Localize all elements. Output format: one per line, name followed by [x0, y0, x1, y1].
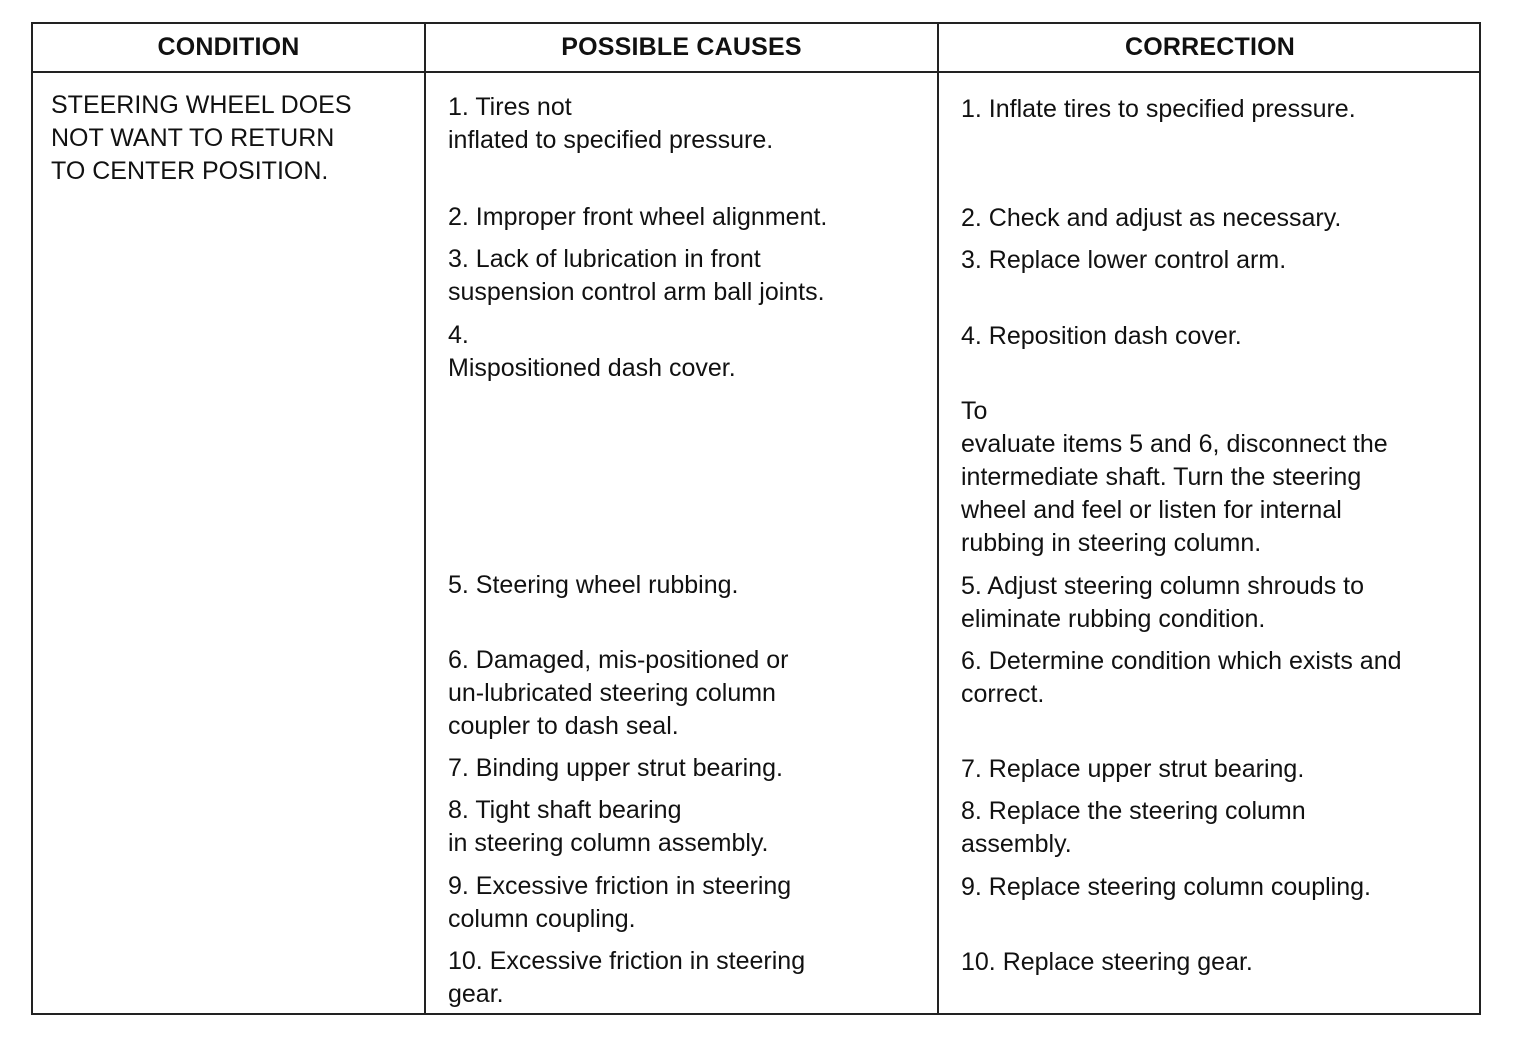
correction-item: 6. Determine condition which exists and correct.: [961, 647, 1402, 708]
cause-item: 1. Tires not inflated to specified pressure.: [448, 93, 774, 154]
header-condition: CONDITION: [157, 33, 300, 61]
cause-item: 6. Damaged, mis-positioned or un-lubricated steering column coupler to dash seal.: [448, 646, 789, 740]
header-possible-causes: POSSIBLE CAUSES: [561, 33, 802, 61]
correction-item: 10. Replace steering gear.: [961, 948, 1253, 976]
correction-item: 9. Replace steering column coupling.: [961, 873, 1371, 901]
cause-item: 3. Lack of lubrication in front suspension control arm ball joints.: [448, 245, 825, 306]
cause-item: 2. Improper front wheel alignment.: [448, 203, 828, 231]
cause-item: 9. Excessive friction in steering column coupling.: [448, 872, 792, 933]
correction-item: 7. Replace upper strut bearing.: [961, 755, 1305, 783]
correction-item: 3. Replace lower control arm.: [961, 246, 1287, 274]
correction-note: To evaluate items 5 and 6, disconnect the intermediate shaft. Turn the steering wheel and feel or listen for internal rubbing in steering column.: [961, 397, 1388, 557]
condition-text: STEERING WHEEL DOES NOT WANT TO RETURN TO CENTER POSITION.: [51, 91, 352, 185]
correction-item: 1. Inflate tires to specified pressure.: [961, 95, 1356, 123]
correction-item: 4. Reposition dash cover.: [961, 322, 1242, 350]
correction-item: 2. Check and adjust as necessary.: [961, 204, 1342, 232]
header-correction: CORRECTION: [1124, 33, 1296, 61]
header-divider: [33, 71, 1479, 73]
correction-item: 8. Replace the steering column assembly.: [961, 797, 1306, 858]
cause-item: 10. Excessive friction in steering gear.: [448, 947, 806, 1008]
cause-item: 4. Mispositioned dash cover.: [448, 321, 736, 382]
column-divider-1: [424, 24, 426, 1013]
cause-item: 5. Steering wheel rubbing.: [448, 571, 739, 599]
column-divider-2: [937, 24, 939, 1013]
cause-item: 7. Binding upper strut bearing.: [448, 754, 783, 782]
cause-item: 8. Tight shaft bearing in steering column assembly.: [448, 796, 769, 857]
correction-item: 5. Adjust steering column shrouds to eliminate rubbing condition.: [961, 572, 1365, 633]
troubleshooting-table: [31, 22, 1481, 1015]
